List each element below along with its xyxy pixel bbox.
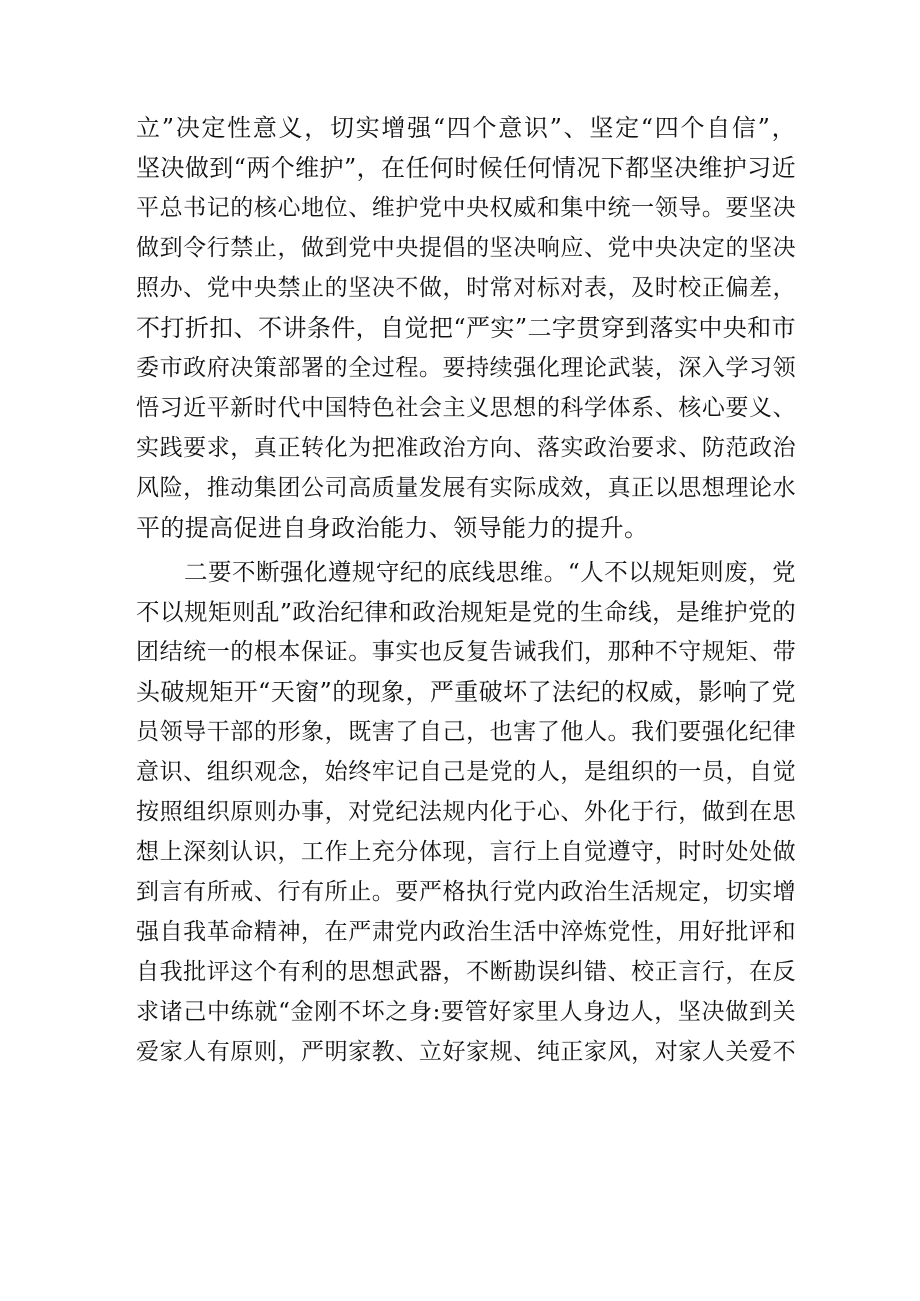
text-line: 委市政府决策部署的全过程。要持续强化理论武装，深入学习领: [136, 355, 796, 381]
text-line: 员领导干部的形象，既害了自己，也害了他人。我们要强化纪律: [136, 719, 796, 745]
text-line: 做到令行禁止，做到党中央提倡的坚决响应、党中央决定的坚决: [136, 235, 796, 261]
text-line: 悟习近平新时代中国特色社会主义思想的科学体系、核心要义、: [136, 395, 796, 421]
text-line: 风险，推动集团公司高质量发展有实际成效，真正以思想理论水: [136, 475, 796, 501]
text-line: 不以规矩则乱”政治纪律和政治规矩是党的生命线，是维护党的: [136, 598, 796, 626]
text-line: 坚决做到“两个维护”，在任何时候任何情况下都坚决维护习近: [136, 154, 796, 182]
text-line: 意识、组织观念，始终牢记自己是党的人，是组织的一员，自觉: [136, 759, 796, 785]
text-line: 按照组织原则办事，对党纪法规内化于心、外化于行，做到在思: [136, 799, 796, 825]
text-line: 爱家人有原则，严明家教、立好家规、纯正家风，对家人关爱不: [136, 1039, 796, 1065]
paragraph-1: [136, 108, 796, 548]
text-line: 不打折扣、不讲条件，自觉把“严实”二字贯穿到落实中央和市: [136, 314, 796, 342]
text-line: 平总书记的核心地位、维护党中央权威和集中统一领导。要坚决: [136, 195, 796, 221]
text-line: 二要不断强化遵规守纪的底线思维。“人不以规矩则废，党: [184, 558, 796, 586]
text-line: 强自我革命精神，在严肃党内政治生活中淬炼党性，用好批评和: [136, 919, 796, 945]
text-line: 团结统一的根本保证。事实也反复告诫我们，那种不守规矩、带: [136, 639, 796, 665]
document-body: [136, 108, 796, 1072]
text-line: 平的提高促进自身政治能力、领导能力的提升。: [136, 514, 649, 542]
paragraph-2: [136, 552, 796, 1072]
text-line: 求诸己中练就“金刚不坏之身:要管好家里人身边人，坚决做到关: [136, 999, 796, 1025]
text-line: 实践要求，真正转化为把准政治方向、落实政治要求、防范政治: [136, 435, 796, 461]
text-line: 头破规矩开“天窗”的现象，严重破坏了法纪的权威，影响了党: [136, 678, 796, 706]
text-line: 到言有所戒、行有所止。要严格执行党内政治生活规定，切实增: [136, 879, 796, 905]
text-line: 照办、党中央禁止的坚决不做，时常对标对表，及时校正偏差，: [136, 275, 796, 301]
text-line: 想上深刻认识，工作上充分体现，言行上自觉遵守，时时处处做: [136, 839, 796, 865]
text-line: 自我批评这个有利的思想武器，不断勘误纠错、校正言行，在反: [136, 959, 796, 985]
text-line: 立”决定性意义，切实增强“四个意识”、坚定“四个自信”，: [136, 114, 796, 142]
